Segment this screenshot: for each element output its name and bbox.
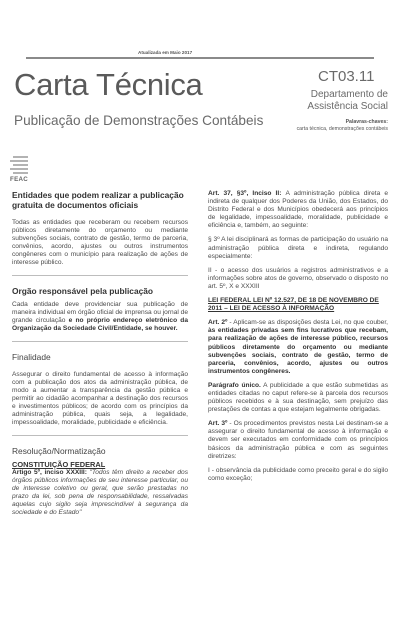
article3-label: Art. 3º — [208, 420, 228, 428]
article5-paragraph — [12, 469, 188, 518]
article2-label: Art. 2º — [208, 319, 228, 327]
article2-text: - Aplicam-se as disposições desta Lei, no que couber, — [227, 319, 389, 327]
article37-label: Art. 37, §3º, Inciso II: — [208, 190, 286, 197]
section-divider — [12, 435, 188, 436]
article3-text: - Os procedimentos previstos nesta Lei destinam-se a assegurar o direito fundamental de acesso à informação e devem ser executados em conformidade com os princípios básicos da administração pública e com as seguintes diretrizes: — [208, 420, 388, 460]
section-divider — [12, 275, 188, 276]
inciso2: II - o acesso dos usuários a registros administrativos e a informações sobre atos de governo, observado o disposto no art. 5º, X e XXXIII — [208, 266, 388, 290]
updated-date: Atualizada em Maio 2017 — [138, 50, 193, 55]
article37-text: A administração pública direta e indireta de qualquer dos Poderes da União, dos Estados, do Distrito Federal e dos Municípios obedecerá aos princípios de legalidade, impessoalidade, moralidade, publicidade e eficiência e, também, ao seguinte: — [208, 190, 388, 230]
left-column — [12, 190, 188, 523]
organ-text: Cada entidade deve providenciar sua publicação de maneira individual em órgão oficial de imprensa ou jornal de grande circulação — [12, 300, 188, 324]
document-code: CT03.11 — [318, 68, 375, 85]
sole-paragraph — [208, 382, 388, 414]
section-heading-purpose: Finalidade — [12, 352, 51, 363]
entities-paragraph: Todas as entidades que receberam ou recebem recursos públicos diretamente do orçamento ou mediante subvenções sociais, contrato de gestão, termo de parceria, convênios, acordo, ajustes ou outros instrumentos congêneres com o município para realização de ações de interesse público. — [12, 218, 188, 267]
page-title: Carta Técnica — [14, 67, 203, 102]
article37-paragraph — [208, 190, 388, 230]
article5-label: Artigo 5º, inciso XXXIII: — [12, 468, 90, 476]
article2-paragraph — [208, 319, 388, 376]
inciso1: I - observância da publicidade como preceito geral e do sigilo como exceção; — [208, 466, 388, 482]
section-heading-resolution: Resolução/Normatização — [12, 446, 106, 457]
section-heading-entities: Entidades que podem realizar a publicação gratuita de documentos oficiais — [12, 190, 184, 211]
sole-paragraph-label: Parágrafo único. — [208, 381, 261, 389]
keywords-label: Palavras-chaves: — [345, 119, 388, 125]
logo-bars-icon — [10, 156, 28, 174]
right-column — [208, 190, 388, 489]
page-subtitle: Publicação de Demonstrações Contábeis — [14, 113, 264, 128]
sole-paragraph-text: A publicidade a que estão submetidas as entidades citadas no caput refere-se à parcela dos recursos públicos recebidos e à sua destinação, sem prejuízo das prestações de contas a que estejam legalmente obrigadas. — [208, 381, 388, 414]
article5-text: "Todos têm direito a receber dos órgãos públicos informações de seu interesse particular, ou de interesse coletivo ou geral, que serão prestadas no prazo da lei, sob pena de responsabilidade, ressalvadas aquelas cujo sigilo seja imprescindível à segurança da sociedade e do Estado" — [12, 468, 188, 517]
constitution-heading: CONSTITUIÇÃO FEDERAL — [12, 459, 106, 469]
section-divider — [12, 341, 188, 342]
feac-logo — [10, 156, 28, 182]
department-name: Departamento de Assistência Social — [307, 89, 388, 112]
article2-text-bold: às entidades privadas sem fins lucrativos que recebam, para realização de ações de interesse público, recursos públicos diretamente do orçamento ou mediante subvenções sociais, contrato de gestão, termo de parceria, convênios, acordo, ajustes ou outros instrumentos congêneres. — [208, 327, 388, 375]
law-heading: LEI FEDERAL LEI Nº 12.527, DE 18 DE NOVEMBRO DE 2011 – LEI DE ACESSO À INFORMAÇÃO — [208, 297, 379, 313]
organ-text-bold: e no próprio endereço eletrônico da Organização da Sociedade Civil/Entidade, se houver. — [12, 316, 188, 333]
organ-paragraph — [12, 301, 188, 333]
logo-text: FEAC — [10, 176, 29, 183]
section-heading-organ: Orgão responsável pela publicação — [12, 286, 154, 297]
header-divider — [26, 57, 374, 59]
purpose-paragraph: Assegurar o direito fundamental de acesso à informação com a publicação dos atos da administração pública, de modo a aumentar a transparência da gestão pública e permitir ao cidadão acompanhar a destinação dos recursos e investimentos públicos; de acordo com os princípios da administração pública, quais seja, a legalidade, impessoalidade, moralidade, publicidade e eficiência. — [12, 370, 188, 427]
article3-paragraph — [208, 420, 388, 460]
keywords-text: carta técnica, demonstrações contábeis — [296, 126, 388, 132]
paragraph3: § 3º A lei disciplinará as formas de participação do usuário na administração pública direta e indireta, regulando especialmente: — [208, 236, 388, 260]
